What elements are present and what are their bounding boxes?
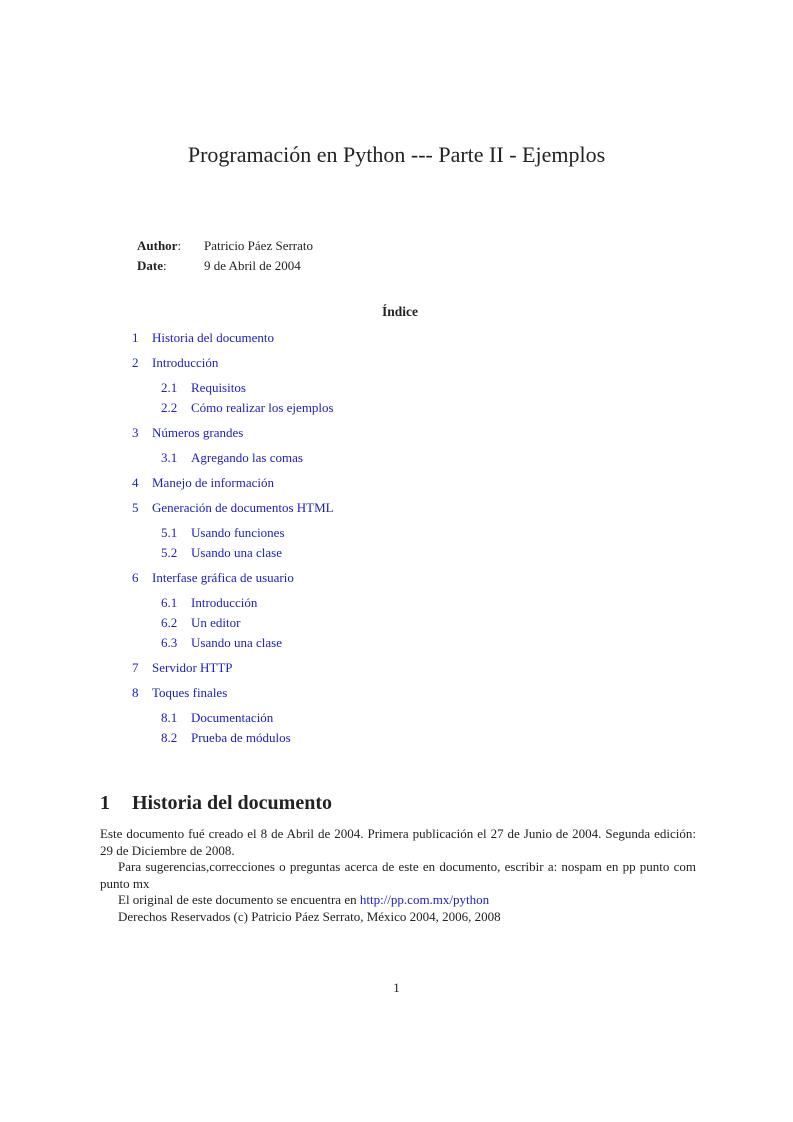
section-body: [100, 826, 696, 925]
paragraph-contact: Para sugerencias,correcciones o preguntas acerca de este en documento, escribir a: nospam en pp punto com punto mx: [100, 859, 696, 891]
toc-link-6[interactable]: 6 Interfase gráfica de usuario: [132, 570, 294, 585]
toc-link-7[interactable]: 7 Servidor HTTP: [132, 660, 233, 675]
date-colon: :: [163, 258, 167, 273]
section-heading: [100, 792, 332, 815]
toc-link-1[interactable]: 1 Historia del documento: [132, 330, 275, 345]
author-colon: :: [177, 238, 182, 253]
date-row: [137, 256, 313, 276]
toc-link-5[interactable]: 5 Generación de documentos HTML: [132, 500, 334, 515]
document-title: Programación en Python --- Parte II - Ejemplos: [187, 142, 606, 167]
toc-link-8[interactable]: 8 Toques finales: [132, 685, 228, 700]
original-prefix: El original de este documento se encuentra en: [118, 892, 360, 907]
paragraph-history: Este documento fué creado el 8 de Abril de 2004. Primera publicación el 27 de Junio de 2004. Segunda edición: 29 de Diciembre de 2008.: [100, 826, 696, 858]
toc-heading: Índice: [381, 304, 418, 319]
date-label: Date: [137, 258, 163, 273]
section-title-text: Historia del documento: [132, 792, 332, 814]
toc-link-6-3[interactable]: 6.3 Usando una clase: [161, 635, 282, 650]
toc-link-2-2[interactable]: 2.2 Cómo realizar los ejemplos: [161, 400, 334, 415]
toc-link-2[interactable]: 2 Introducción: [132, 355, 219, 370]
toc-link-6-1[interactable]: 6.1 Introducción: [161, 595, 258, 610]
author-row: [137, 236, 313, 256]
author-value: Patricio Páez Serrato: [204, 238, 314, 253]
toc-link-3-1[interactable]: 3.1 Agregando las comas: [161, 450, 303, 465]
toc-link-4[interactable]: 4 Manejo de información: [132, 475, 275, 490]
page-number: 1: [393, 980, 400, 995]
document-metadata: [137, 236, 313, 276]
paragraph-copyright: Derechos Reservados (c) Patricio Páez Serrato, México 2004, 2006, 2008: [118, 908, 501, 924]
toc-link-5-1[interactable]: 5.1 Usando funciones: [161, 525, 285, 540]
toc-link-8-2[interactable]: 8.2 Prueba de módulos: [161, 730, 291, 745]
date-value: 9 de Abril de 2004: [204, 258, 301, 273]
toc-link-8-1[interactable]: 8.1 Documentación: [161, 710, 274, 725]
toc-link-3[interactable]: 3 Números grandes: [132, 425, 244, 440]
toc-link-2-1[interactable]: 2.1 Requisitos: [161, 380, 246, 395]
toc-link-6-2[interactable]: 6.2 Un editor: [161, 615, 241, 630]
original-link[interactable]: http://pp.com.mx/python: [359, 892, 490, 907]
toc-link-5-2[interactable]: 5.2 Usando una clase: [161, 545, 282, 560]
author-label: Author: [137, 238, 178, 253]
paragraph-original: [100, 892, 696, 909]
section-number: 1: [100, 792, 110, 814]
